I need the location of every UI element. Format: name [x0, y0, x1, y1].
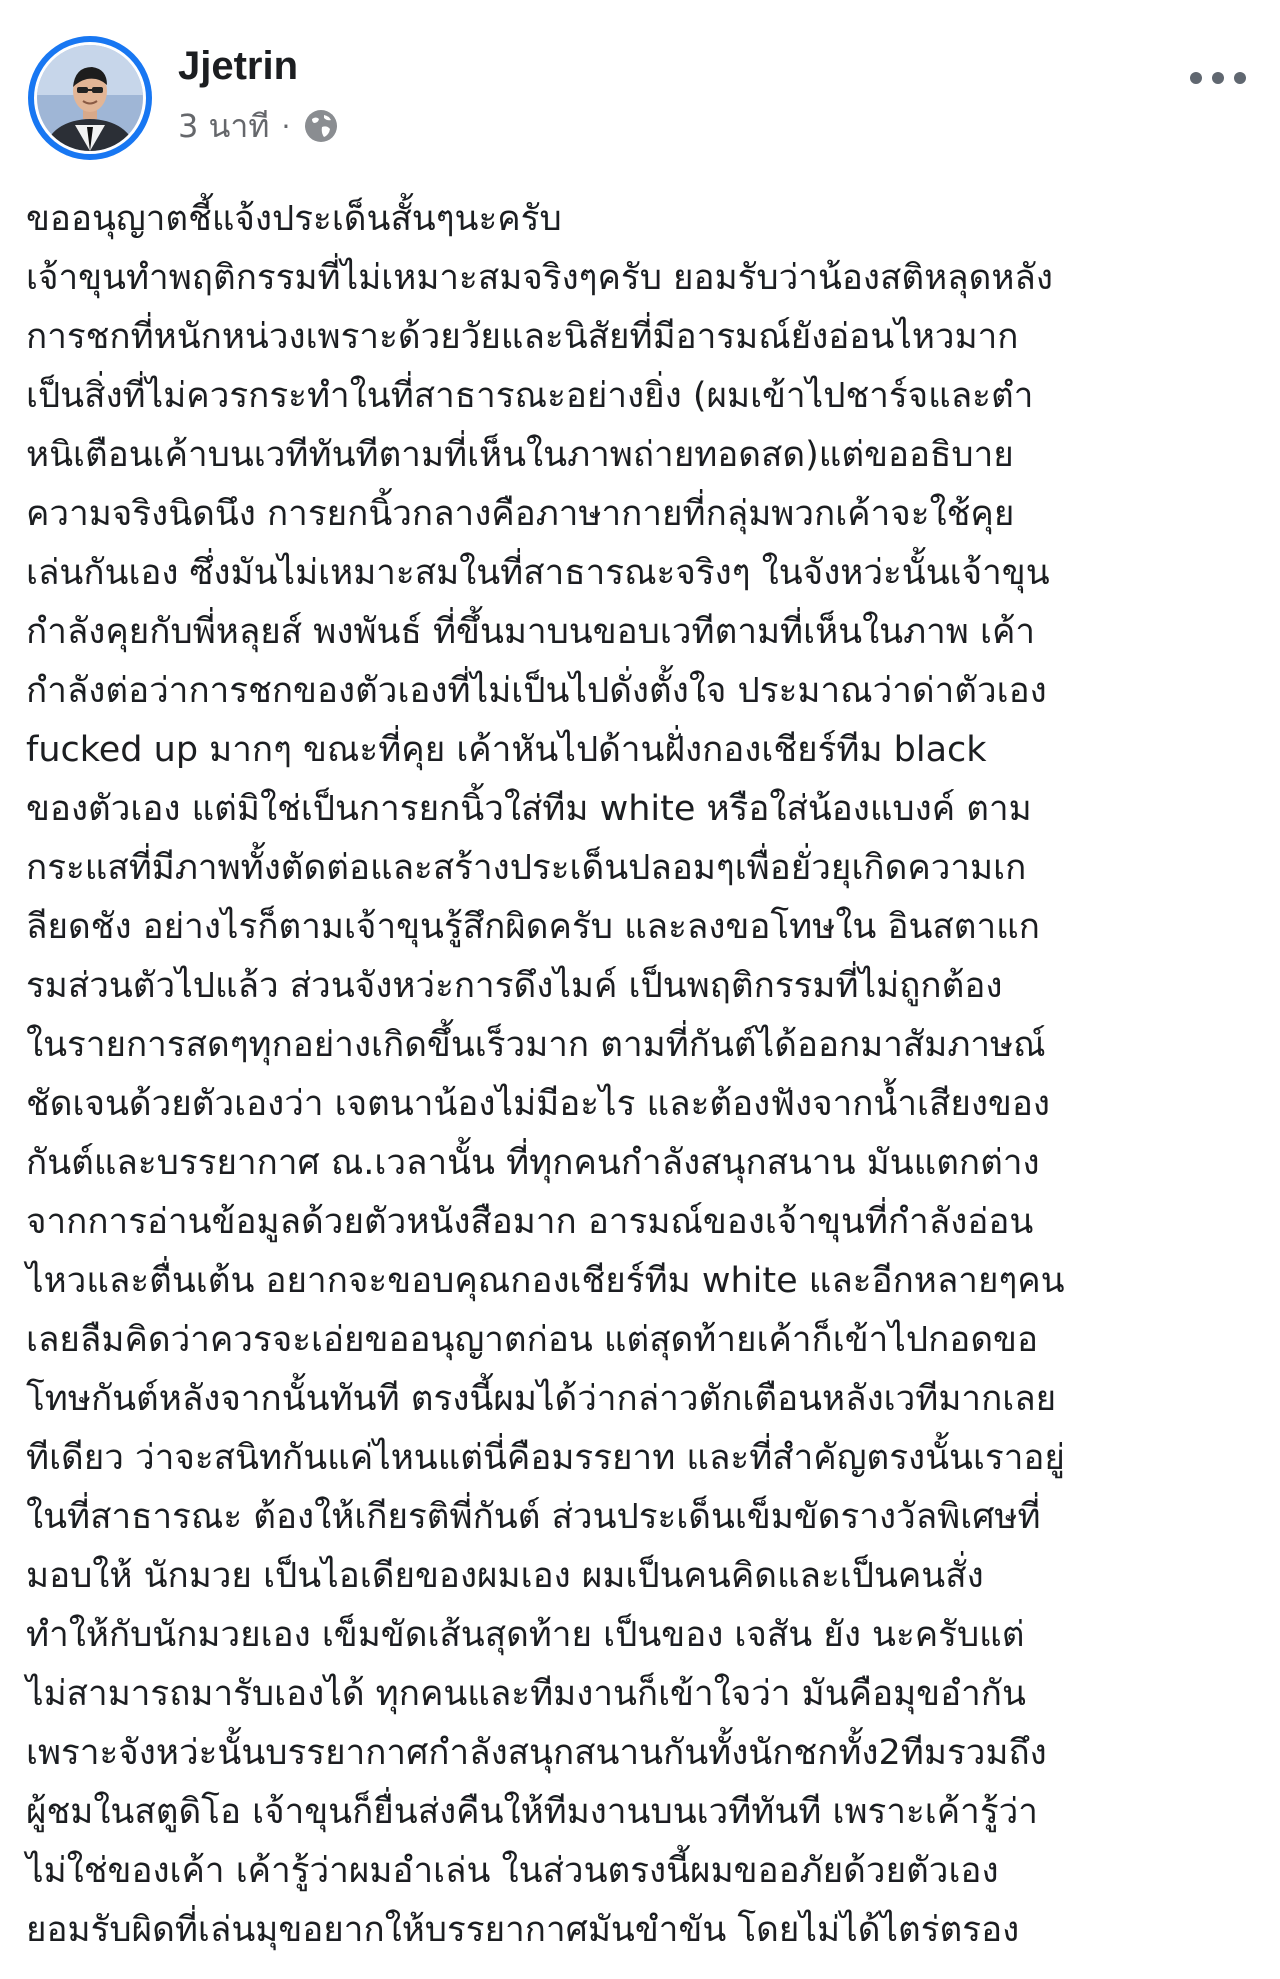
post-text-line: ในที่สาธารณะ ต้องให้เกียรติพี่กันต์ ส่วนประเด็นเข็มขัดรางวัลพิเศษที่ [26, 1497, 1041, 1537]
post-text-line: การชกที่หนักหน่วงเพราะด้วยวัยและนิสัยที่มีอารมณ์ยังอ่อนไหวมาก [26, 317, 1019, 357]
post-text-line: ยอมรับผิดที่เล่นมุขอยากให้บรรยากาศมันขำขัน โดยไม่ได้ไตร่ตรอง [26, 1910, 1020, 1950]
post-text-line: มอบให้ นักมวย เป็นไอเดียของผมเอง ผมเป็นคนคิดและเป็นคนสั่ง [26, 1556, 984, 1596]
post-header [28, 36, 1252, 168]
post-text-line: ไม่สามารถมารับเองได้ ทุกคนและทีมงานก็เข้าใจว่า มันคือมุขอำกัน [26, 1674, 1026, 1714]
post-text-line: เลยลืมคิดว่าควรจะเอ่ยขออนุญาตก่อน แต่สุดท้ายเค้าก็เข้าไปกอดขอ [26, 1320, 1038, 1360]
post-text-line: เป็นสิ่งที่ไม่ควรกระทำในที่สาธารณะอย่างยิ่ง (ผมเข้าไปชาร์จและตำ [26, 376, 1034, 416]
post-time[interactable]: 3 นาที [178, 106, 270, 145]
post-text-line: เพราะจังหว่ะนั้นบรรยากาศกำลังสนุกสนานกันทั้งนักชกทั้ง2ทีมรวมถึง [26, 1733, 1047, 1773]
post-text-line: ลียดชัง อย่างไรก็ตามเจ้าขุนรู้สึกผิดครับ และลงขอโทษใน อินสตาแก [26, 907, 1040, 947]
post-text-line: กระแสที่มีภาพทั้งตัดต่อและสร้างประเด็นปลอมๆเพื่อยั่วยุเกิดความเก [26, 848, 1027, 888]
post-text-line: กันต์และบรรยากาศ ณ.เวลานั้น ที่ทุกคนกำลังสนุกสนาน มันแตกต่าง [26, 1143, 1040, 1183]
meta-separator: · [281, 109, 291, 143]
post-text-line: ขออนุญาตชี้แจ้งประเด็นสั้นๆนะครับ [26, 199, 562, 239]
post-text-line: ผู้ชมในสตูดิโอ เจ้าขุนก็ยื่นส่งคืนให้ทีมงานบนเวทีทันที เพราะเค้ารู้ว่า [26, 1792, 1038, 1832]
post-text-line: หนิเตือนเค้าบนเวทีทันทีตามที่เห็นในภาพถ่ายทอดสด)แต่ขออธิบาย [26, 435, 1014, 475]
post-text-line: fucked up มากๆ ขณะที่คุย เค้าหันไปด้านฝั่งกองเชียร์ทีม black [26, 730, 987, 770]
more-dot [1212, 72, 1224, 84]
post-meta [178, 104, 340, 148]
post-text-line: ของตัวเอง แต่มิใช่เป็นการยกนิ้วใส่ทีม white หรือใส่น้องแบงค์ ตาม [26, 789, 1032, 829]
post-text-line: ในรายการสดๆทุกอย่างเกิดขึ้นเร็วมาก ตามที่กันต์ได้ออกมาสัมภาษณ์ [26, 1025, 1046, 1065]
author-name[interactable]: Jjetrin [178, 44, 299, 88]
post-text-line: ทำให้กับนักมวยเอง เข็มขัดเส้นสุดท้าย เป็นของ เจสัน ยัง นะครับแต่ [26, 1615, 1025, 1655]
post-text-line: เจ้าขุนทำพฤติกรรมที่ไม่เหมาะสมจริงๆครับ ยอมรับว่าน้องสติหลุดหลัง [26, 258, 1053, 298]
globe-icon[interactable] [302, 107, 340, 145]
post-text-line: จากการอ่านข้อมูลด้วยตัวหนังสือมาก อารมณ์ของเจ้าขุนที่กำลังอ่อน [26, 1202, 1034, 1242]
more-dot [1190, 72, 1202, 84]
avatar-photo [34, 42, 146, 154]
post-text-line: ชัดเจนด้วยตัวเองว่า เจตนาน้องไม่มีอะไร และต้องฟังจากน้ำเสียงของ [26, 1084, 1050, 1124]
post-text-line: กำลังคุยกับพี่หลุยส์ พงพันธ์ ที่ขึ้นมาบนขอบเวทีตามที่เห็นในภาพ เค้า [26, 612, 1036, 652]
post-text-line: เล่นกันเอง ซึ่งมันไม่เหมาะสมในที่สาธารณะจริงๆ ในจังหว่ะนั้นเจ้าขุน [26, 553, 1050, 593]
post-text-line: กำลังต่อว่าการชกของตัวเองที่ไม่เป็นไปดั่งตั้งใจ ประมาณว่าด่าตัวเอง [26, 671, 1047, 711]
profile-photo-icon [37, 45, 143, 151]
post-text-line: ความจริงนิดนึง การยกนิ้วกลางคือภาษากายที่กลุ่มพวกเค้าจะใช้คุย [26, 494, 1015, 534]
more-dot [1234, 72, 1246, 84]
post-text-line: ทีเดียว ว่าจะสนิทกันแค่ไหนแต่นี่คือมรรยาท และที่สำคัญตรงนั้นเราอยู่ [26, 1438, 1065, 1478]
avatar[interactable] [28, 36, 152, 160]
more-options-icon[interactable] [1190, 66, 1246, 90]
post-text-line: โทษกันต์หลังจากนั้นทันที ตรงนี้ผมได้ว่ากล่าวตักเตือนหลังเวทีมากเลย [26, 1379, 1057, 1419]
post-text-line: ไหวและตื่นเต้น อยากจะขอบคุณกองเชียร์ทีม white และอีกหลายๆคน [26, 1261, 1065, 1301]
post-text-line: รมส่วนตัวไปแล้ว ส่วนจังหว่ะการดึงไมค์ เป็นพฤติกรรมที่ไม่ถูกต้อง [26, 966, 1003, 1006]
post-text-line: ไม่ใช่ของเค้า เค้ารู้ว่าผมอำเล่น ในส่วนตรงนี้ผมขออภัยด้วยตัวเอง [26, 1851, 999, 1891]
post-body [26, 190, 1256, 1960]
